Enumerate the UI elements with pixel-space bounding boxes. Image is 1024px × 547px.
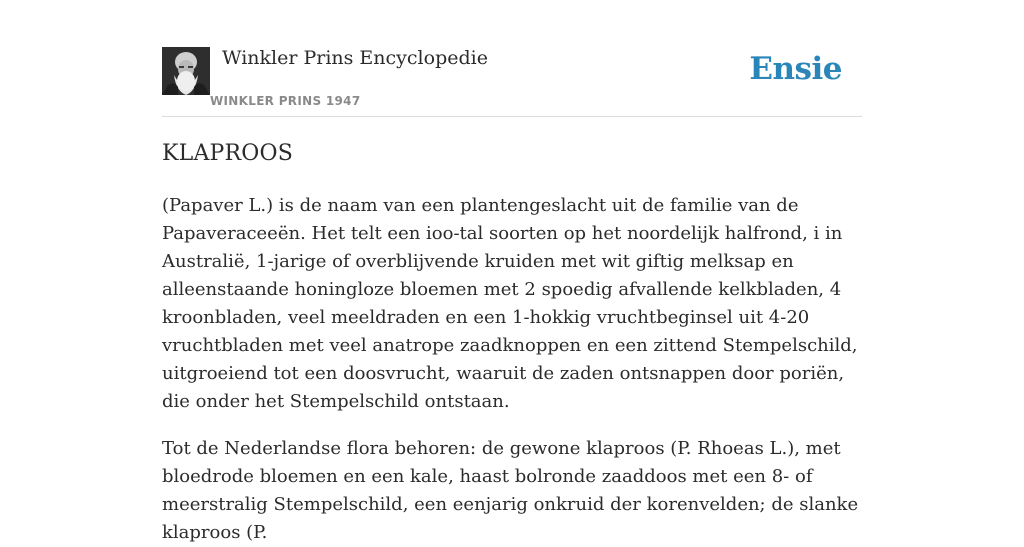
page [162, 0, 862, 543]
site-title[interactable]: Winkler Prins Encyclopedie [222, 47, 488, 69]
brand-logo[interactable]: Ensie [749, 51, 842, 87]
encyclopedia-edition-label[interactable]: WINKLER PRINS 1947 [210, 94, 361, 108]
bearded-man-portrait-icon [162, 47, 210, 95]
article-paragraph: Tot de Nederlandse flora behoren: de gewone klaproos (P. Rhoeas L.), met bloedrode bloemen en een kale, haast bolronde zaaddoos met een 8- of meerstralig Stempelschild, een eenjarig onkruid der korenvelden; de slanke klaproos (P. [162, 438, 859, 543]
article-title: KLAPROOS [162, 141, 294, 166]
header [162, 0, 862, 117]
avatar[interactable] [162, 47, 210, 95]
article-paragraph: (Papaver L.) is de naam van een plantengeslacht uit de familie van de Papaveraceeën. Het telt een ioo-tal soorten op het noordelijk halfrond, i in Australië, 1-jarige of overblijvende kruiden met wit giftig melksap en alleenstaande honingloze bloemen met 2 spoedig afvallende kelkbladen, 4 kroonbladen, veel meeldraden en een 1-hokkig vruchtbeginsel uit 4-20 vruchtbladen met veel anatrope zaadknoppen en een zittend Stempelschild, uitgroeiend tot een doosvrucht, waaruit de zaden ontsnappen door poriën, die onder het Stempelschild ontstaan. [162, 195, 858, 412]
